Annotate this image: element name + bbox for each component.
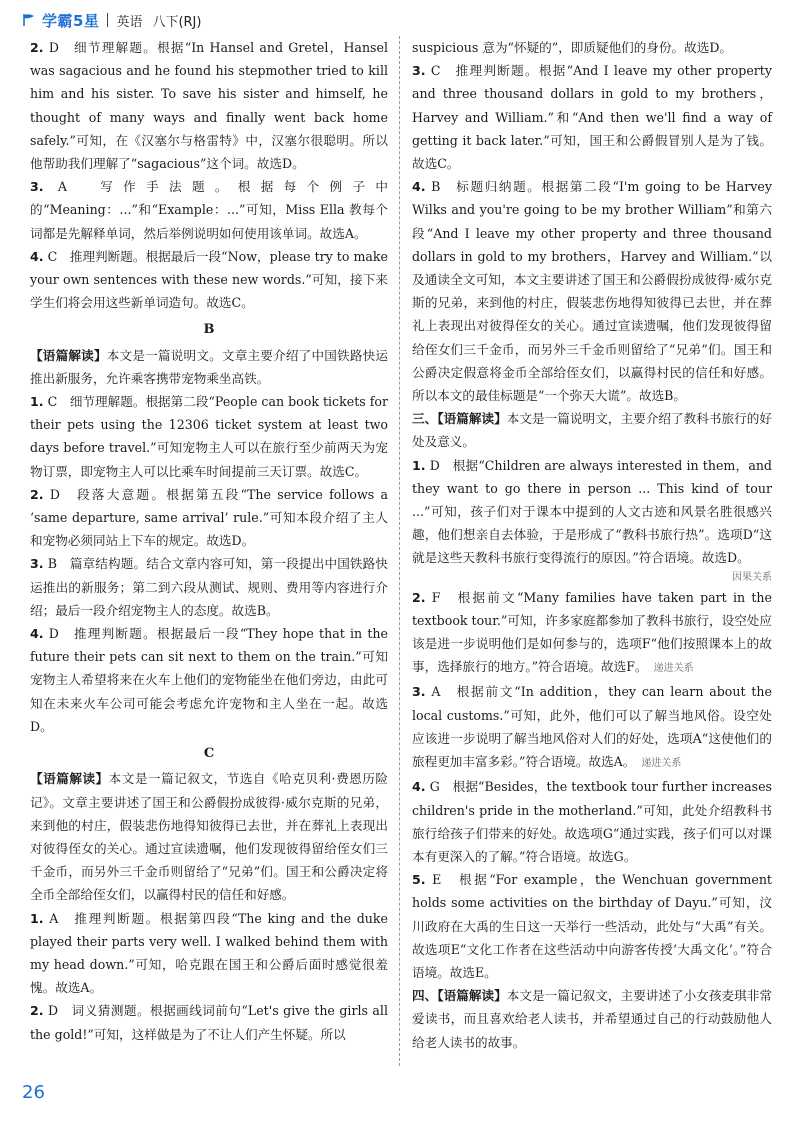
answer-item — [30, 622, 388, 738]
question-number: 4. — [412, 779, 426, 795]
answer-item — [30, 245, 388, 315]
question-number: 3. — [412, 684, 426, 700]
relation-note: 递进关系 — [641, 758, 682, 770]
question-number: 4. — [412, 179, 426, 195]
reading-interpretation — [412, 984, 772, 1054]
answer-text: G 根据“Besides，the textbook tour further increases children's pride in the motherland.”可知，此处介绍教科书旅行给孩子们带来的好处。故选项G“通过实践，孩子们可以对课本有更深入的了解。”符合语境。故选G。 — [412, 779, 772, 864]
reading-interpretation — [30, 344, 388, 390]
section-prefix: 四、 — [412, 988, 438, 1004]
answer-item — [412, 868, 772, 984]
question-number: 2. — [30, 40, 44, 55]
answer-item — [412, 775, 772, 868]
answer-text: A 根据前文“In addition，they can learn about the local customs.”可知，此外，他们可以了解当地风俗。设空处应该进一步说明了解当地风俗对人们的好处，选项A“这使他们的旅程更加丰富多彩。”符合语境。故选A。 — [412, 684, 772, 770]
question-number: 2. — [30, 1003, 44, 1019]
answer-item — [412, 454, 772, 570]
answer-item — [412, 36, 772, 59]
relation-note: 递进关系 — [653, 663, 694, 675]
interp-tag: 【语篇解读】 — [437, 988, 507, 1004]
answer-text: D 词义猜测题。根据画线词前句“Let's give the girls all the gold!”可知，这样做是为了不让人们产生怀疑。所以 — [30, 1003, 388, 1042]
header-separator — [107, 13, 108, 27]
reading-interpretation — [30, 767, 388, 906]
answer-text: D 段落大意题。根据第五段“The service follows a ‘same departure, same arrival’ rule.”可知本段介绍了主人和宠物必须同站上下车的规定。故选D。 — [30, 486, 388, 549]
answer-item — [30, 36, 388, 175]
answer-item — [412, 175, 772, 407]
relation-note: 因果关系 — [732, 571, 772, 583]
answer-item — [30, 483, 388, 553]
question-number: 5. — [412, 872, 426, 888]
question-number: 1. — [412, 457, 426, 473]
section-heading: B — [203, 322, 215, 338]
answer-text: A 写作手法题。根据每个例子中的“Meaning：...”和“Example：...”可知，Miss Ella 教每个词都是先解释单词，然后举例说明如何使用该单词。故选A。 — [30, 179, 388, 241]
answer-item — [30, 390, 388, 483]
question-number: 3. — [30, 556, 44, 572]
section-prefix: 三、 — [412, 411, 438, 427]
interp-tag: 【语篇解读】 — [437, 411, 507, 427]
answer-item — [30, 999, 388, 1045]
answer-text: D 细节理解题。根据“In Hansel and Gretel，Hansel was sagacious and he found his stepmother tried to kill him and his sister. To save his sister and himself, he thought of many ways and finally went back home safely.”可知，在《汉塞尔与格雷特》中，汉塞尔很聪明。所以他帮助我们理解了“sagacious”这个词。故选D。 — [30, 40, 388, 172]
answer-text: D 根据“Children are always interested in them，and they want to go there in person ... This kind of tour ...”可知，孩子们对于课本中提到的人文古迹和风景名胜很感兴趣，他们想亲自去体验，于是形成了“教科书旅行热”。选项D“这就是这些天教科书旅行变得流行的原因。”符合语境。故选D。 — [412, 457, 772, 566]
question-number: 2. — [30, 486, 44, 502]
answer-item — [412, 59, 772, 175]
left-column — [30, 36, 388, 1070]
answer-item — [30, 552, 388, 622]
answer-text: E 根据“For example，the Wenchuan government holds some activities on the birthday of Dayu.”可知，汶川政府在大禹的生日这一天举行一些活动，此处与“大禹”有关。故选项E“文化工作者在这些活动中向游客传授‘大禹文化’。”符合语境。故选E。 — [412, 872, 772, 980]
interp-tag: 【语篇解读】 — [30, 771, 109, 787]
answer-item — [30, 175, 388, 245]
page-number: 26 — [22, 1082, 45, 1103]
answer-text: B 篇章结构题。结合文章内容可知，第一段提出中国铁路快运推出的新服务；第二到六段从测试、规则、费用等内容进行介绍；最后一段介绍宠物主人的态度。故选B。 — [30, 556, 388, 618]
interp-text: 本文是一篇记叙文，主要讲述了小女孩麦琪非常爱读书，而且喜欢给老人读书，并希望通过自己的行动鼓励他人给老人读书的故事。 — [412, 988, 773, 1050]
interp-tag: 【语篇解读】 — [30, 347, 107, 363]
question-number: 3. — [30, 179, 44, 195]
answer-text: C 推理判断题。根据最后一段“Now，please try to make your own sentences with these new words.”可知，接下来学生们将会用这些新单词造句。故选C。 — [30, 248, 388, 311]
interp-text: 本文是一篇说明文，主要介绍了教科书旅行的好处及意义。 — [412, 411, 773, 450]
answer-text: F 根据前文“Many families have taken part in the textbook tour.”可知，许多家庭都参加了教科书旅行，设空处应该是进一步说明他们是如何参与的，选项F“他们按照课本上的故事，选择旅行的地方。”符合语境。故选F。 — [412, 589, 772, 675]
question-number: 1. — [30, 394, 44, 410]
interp-text: 本文是一篇说明文。文章主要介绍了中国铁路快运推出新服务，允许乘客携带宠物乘坐高铁。 — [30, 347, 389, 386]
question-number: 4. — [30, 248, 44, 264]
answer-text: D 推理判断题。根据最后一段“They hope that in the future their pets can sit next to them on the train.”可知宠物主人希望将来在火车上他们的宠物能坐在他们旁边，由此可知在未来火车公司可能会考虑允许宠物和主人坐在一起。故选D。 — [30, 626, 388, 734]
question-number: 2. — [412, 589, 426, 605]
right-column — [412, 36, 772, 1070]
question-number: 3. — [412, 63, 426, 79]
column-divider — [399, 36, 400, 1066]
question-number: 4. — [30, 626, 44, 642]
answer-text: C 细节理解题。根据第二段“People can book tickets for their pets using the 12306 ticket system at least two days before travel.”可知宠物主人可以在旅行至少前两天为宠物订票，即宠物主人可以比乘车时间提前三天订票。故选C。 — [30, 394, 388, 479]
flag-logo-icon — [22, 13, 36, 27]
brand-logo: 学霸5星 — [42, 11, 100, 30]
reading-interpretation — [412, 407, 772, 453]
subject-label: 英语 — [116, 14, 143, 30]
answer-text: suspicious 意为“怀疑的”，即质疑他们的身份。故选D。 — [412, 40, 733, 55]
question-number: 1. — [30, 910, 44, 926]
page-header — [22, 6, 201, 34]
answer-text: C 推理判断题。根据“And I leave my other property and three thousand dollars in gold to my brothers，Harvey and William.”和“And then we'll find a way of getting it back later.”可知，国王和公爵假冒别人是为了钱。故选C。 — [412, 63, 772, 172]
answer-text: B 标题归纳题。根据第二段“I'm going to be Harvey Wilks and you're going to be my brother William”和第六段“And I leave my other property and three thousand dollars in gold to my brothers，Harvey and William.”以及通读全文可知，本文主要讲述了国王和公爵假扮成彼得·威尔克斯的兄弟，来到他的村庄，假装悲伤地得知彼得已去世，并在葬礼上表现出对彼得侄女的关心。通过宣读遗嘱，他们发现彼得留给侄女们三千金币，而另外三千金币则留给了“兄弟”们。国王和公爵决定假意将金币全部给侄女们，以赢得村民的信任和好感。所以本文的最佳标题是“一个弥天大谎”。故选B。 — [412, 179, 772, 404]
answer-item — [30, 907, 388, 1000]
answer-item — [412, 586, 772, 681]
answer-text: A 推理判断题。根据第四段“The king and the duke played their parts very well. I walked behind them with my head down.”可知，哈克跟在国王和公爵后面时感觉很羞愧。故选A。 — [30, 910, 388, 996]
interp-text: 本文是一篇记叙文，节选自《哈克贝利·费恩历险记》。文章主要讲述了国王和公爵假扮成彼得·威尔克斯的兄弟，来到他的村庄，假装悲伤地得知彼得已去世，并在葬礼上表现出对彼得侄女的关心。通过宣读遗嘱，他们发现彼得留给侄女们三千金币，而另外三千金币则留给了“兄弟”们。国王和公爵决定将全币全部给侄女们，以赢得村民的信任和好感。 — [30, 771, 388, 903]
answer-item — [412, 680, 772, 775]
grade-label: 八下(RJ) — [152, 14, 202, 30]
section-heading: C — [203, 746, 215, 762]
